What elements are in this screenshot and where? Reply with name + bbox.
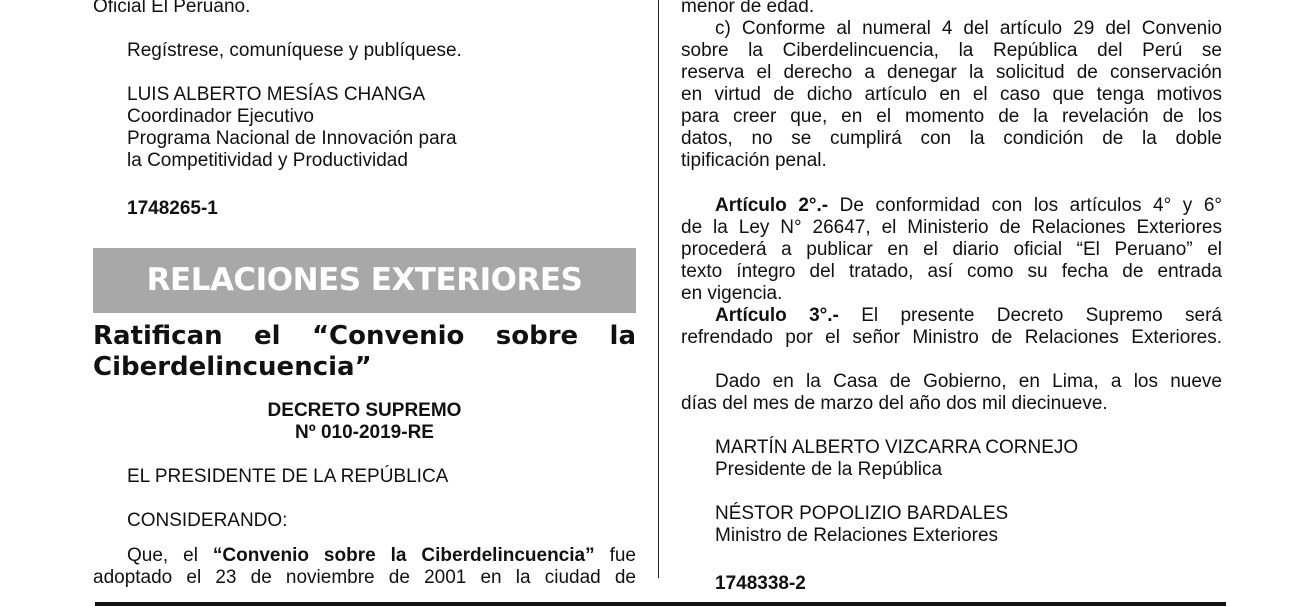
convention-name: “Convenio sobre la Ciberdelincuencia”: [212, 545, 595, 566]
signatory-title: Coordinador Ejecutivo: [127, 106, 314, 127]
para-c-line: c) Conforme al numeral 4 del artículo 29 del Convenio: [715, 18, 1222, 39]
column-divider: [658, 0, 659, 578]
headline-line1: Ratifican el “Convenio sobre la: [93, 321, 636, 351]
considerando-heading: CONSIDERANDO:: [127, 510, 288, 531]
dado-line2: días del mes de marzo del año dos mil diecinueve.: [681, 393, 1108, 414]
article-3: [681, 305, 1222, 349]
decree-line1: DECRETO SUPREMO: [267, 400, 462, 421]
para-c-line: datos, no se cumplirá con la condición de la doble: [681, 128, 1222, 149]
minister-title: Ministro de Relaciones Exteriores: [715, 525, 999, 546]
headline: [93, 321, 636, 383]
document-code: 1748265-1: [127, 198, 218, 219]
dado-paragraph: [681, 371, 1222, 415]
signature-president: [681, 437, 1222, 481]
art2-line: de la Ley N° 26647, el Ministerio de Relaciones Exteriores: [681, 217, 1222, 238]
president-title: Presidente de la República: [715, 459, 943, 480]
signatory-org-line1: Programa Nacional de Innovación para: [127, 128, 457, 149]
minister-name: NÉSTOR POPOLIZIO BARDALES: [715, 503, 1009, 524]
president-heading: EL PRESIDENTE DE LA REPÚBLICA: [127, 466, 449, 487]
art3-line1: Artículo 3°.- El presente Decreto Supremo será: [715, 305, 1222, 326]
dado-line1: Dado en la Casa de Gobierno, en Lima, a los nueve: [715, 371, 1222, 392]
para-c-line: para creer que, en el momento de la revelación de los: [681, 106, 1222, 127]
art3-label: Artículo 3°.-: [715, 305, 839, 326]
art2-line: procederá a publicar en el diario oficial “El Peruano” el: [681, 239, 1222, 260]
que-paragraph: [93, 545, 636, 589]
decree-title: [93, 400, 636, 444]
signatory-name: LUIS ALBERTO MESÍAS CHANGA: [127, 84, 426, 105]
headline-line2: Ciberdelincuencia”: [93, 352, 372, 382]
para-c-line: en virtud de dicho artículo en el caso que tenga motivos: [681, 84, 1222, 105]
signatory-block: [93, 84, 636, 172]
document-code: 1748338-2: [715, 573, 806, 594]
signatory-org-line2: la Competitividad y Productividad: [127, 150, 408, 171]
article-2: [681, 195, 1222, 305]
art2-line: texto íntegro del tratado, así como su fecha de entrada: [681, 261, 1222, 282]
section-header: RELACIONES EXTERIORES: [93, 248, 636, 313]
bottom-rule: [95, 602, 1226, 606]
decree-number: Nº 010-2019-RE: [295, 422, 434, 443]
art2-line: en vigencia.: [681, 283, 783, 304]
president-name: MARTÍN ALBERTO VIZCARRA CORNEJO: [715, 437, 1079, 458]
art3-line2: refrendado por el señor Ministro de Relaciones Exteriores.: [681, 327, 1222, 348]
para-c-line: reserva el derecho a denegar la solicitud de conservación: [681, 62, 1222, 83]
para-c-line: sobre la Ciberdelincuencia, la República del Perú se: [681, 40, 1222, 61]
para-c-line: tipificación penal.: [681, 150, 827, 171]
art2-line1: Artículo 2°.- De conformidad con los artículos 4° y 6°: [715, 195, 1222, 216]
closing-formula: Regístrese, comuníquese y publíquese.: [127, 40, 462, 61]
signature-minister: [681, 503, 1222, 547]
art2-label: Artículo 2°.-: [715, 195, 829, 216]
top-line: Oficial El Peruano.: [93, 0, 251, 17]
que-line2: adoptado el 23 de noviembre de 2001 en la ciudad de: [93, 567, 636, 588]
que-line1: Que, el “Convenio sobre la Ciberdelincuencia” fue: [127, 545, 636, 566]
paragraph-c: [681, 18, 1222, 172]
top-line: menor de edad.: [681, 0, 815, 17]
